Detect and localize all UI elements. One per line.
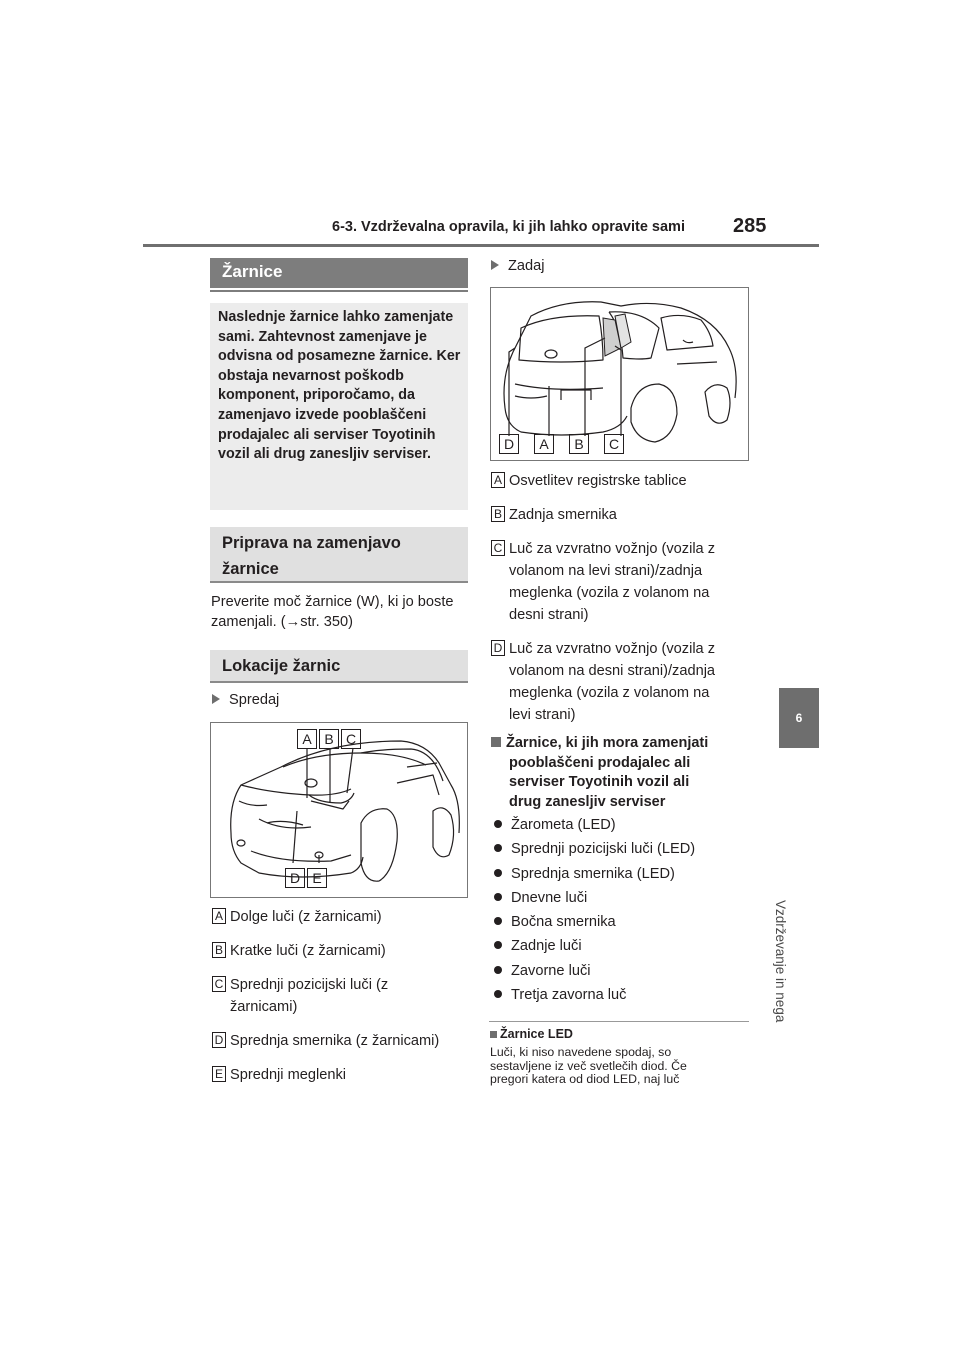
list-item-text: Zadnje luči [511, 938, 582, 955]
item-label: A [491, 472, 505, 488]
item-text-cont: desni strani) [509, 607, 589, 623]
rear-label [491, 256, 545, 276]
front-label [212, 690, 279, 710]
item-text: Dolge luči (z žarnicami) [230, 909, 382, 925]
note-body [490, 1046, 752, 1087]
item-text-cont: meglenka (vozila z volanom na [509, 685, 710, 701]
item-label: B [212, 942, 226, 958]
bullet-icon [494, 869, 502, 877]
bullet-icon [494, 820, 502, 828]
list-item-text: Sprednji pozicijski luči (LED) [511, 841, 696, 858]
note-title [490, 1027, 573, 1041]
square-bullet-icon [490, 1031, 497, 1038]
heading-preparation-line2: žarnice [222, 560, 279, 578]
list-item-text: Tretja zavorna luč [511, 987, 627, 1004]
item-label: E [212, 1066, 226, 1082]
section-title: 6-3. Vzdrževalna opravila, ki jih lahko opravite sami [332, 219, 685, 235]
item-label: D [491, 640, 505, 656]
list-item-text: Bočna smernika [511, 914, 616, 931]
list-item [212, 906, 472, 928]
dealer-heading-line: drug zanesljiv serviser [509, 793, 666, 810]
list-item [492, 886, 754, 910]
item-label: C [491, 540, 505, 556]
item-text: Sprednja smernika (z žarnicami) [230, 1033, 440, 1049]
list-item [491, 638, 753, 726]
list-item [212, 974, 472, 1018]
item-text: Kratke luči (z žarnicami) [230, 943, 386, 959]
item-text: Luč za vzvratno vožnjo (vozila z [509, 641, 716, 657]
list-item-text: Žarometa (LED) [511, 817, 616, 833]
list-item [492, 934, 754, 958]
bullet-icon [494, 990, 502, 998]
fig-label: A [534, 434, 554, 454]
bullet-icon [494, 844, 502, 852]
list-item [492, 983, 754, 1007]
list-item [492, 813, 754, 837]
item-text: Sprednji pozicijski luči (z [230, 977, 389, 993]
list-item [212, 1030, 472, 1052]
heading-locations: Lokacije žarnic [210, 650, 468, 683]
dealer-heading-line: serviser Toyotinih vozil ali [509, 774, 690, 790]
list-item [492, 862, 754, 886]
rear-label-text: Zadaj [508, 258, 545, 274]
dealer-heading-line: Žarnice, ki jih mora zamenjati [506, 735, 709, 751]
dealer-heading [491, 734, 753, 812]
item-text-cont: volanom na levi strani)/zadnja [509, 563, 703, 579]
item-label: B [491, 506, 505, 522]
front-fig-labels-top [297, 729, 365, 750]
item-label: D [212, 1032, 226, 1048]
dealer-heading-line: pooblaščeni prodajalec ali [509, 754, 691, 771]
page-number: 285 [733, 215, 767, 237]
list-item [212, 940, 472, 962]
bullet-icon [494, 917, 502, 925]
preparation-text: Preverite moč žarnice (W), ki jo boste zamenjali. (→str. 350) [211, 594, 454, 630]
intro-text: Naslednje žarnice lahko zamenjate sami. Zahtevnost zamenjave je odvisna od posamezne žarnice. Ker obstaja nevarnost poškodb komponent, priporočamo, da zamenjavo izvede pooblaščeni prodajalec ali serviser Toyotinih vozil ali drug zanesljiv serviser. [218, 309, 461, 463]
fig-label: B [569, 434, 589, 454]
item-text: Sprednji meglenki [230, 1067, 347, 1083]
list-item [492, 959, 754, 983]
fig-label: C [604, 434, 624, 454]
square-bullet-icon [491, 737, 501, 747]
rear-fig-labels [499, 434, 628, 455]
item-text: Luč za vzvratno vožnjo (vozila z [509, 541, 716, 557]
item-text-cont: levi strani) [509, 707, 576, 723]
bullet-icon [494, 941, 502, 949]
dealer-list [492, 813, 754, 1007]
list-item [491, 538, 753, 626]
list-item-text: Sprednja smernika (LED) [511, 865, 675, 882]
list-item-text: Zavorne luči [511, 962, 591, 979]
note-rule [489, 1021, 749, 1022]
rear-car-figure [490, 287, 749, 461]
fig-label: D [499, 434, 519, 454]
triangle-bullet-icon [212, 694, 220, 704]
front-car-figure [210, 722, 468, 898]
item-text: Osvetlitev registrske tablice [509, 473, 687, 489]
front-label-text: Spredaj [229, 692, 280, 708]
note-title-text: Žarnice LED [500, 1027, 573, 1041]
front-fig-labels-bottom [285, 868, 331, 889]
header-rule [143, 244, 819, 247]
front-list [212, 906, 472, 1086]
chapter-tab [779, 688, 819, 748]
list-item [212, 1064, 472, 1086]
fig-label: A [297, 729, 317, 749]
note-line: pregori katera od diod LED, naj luč [490, 1072, 680, 1086]
intro-box [210, 303, 468, 510]
heading-preparation [210, 527, 468, 583]
list-item [491, 470, 753, 492]
fig-label: C [341, 729, 361, 749]
list-item [492, 837, 754, 861]
fig-label: B [319, 729, 339, 749]
item-label: A [212, 908, 226, 924]
note-line: Luči, ki niso navedene spodaj, so [490, 1045, 672, 1059]
item-text-cont: meglenka (vozila z volanom na [509, 585, 710, 601]
note-line: sestavljene iz več svetlečih diod. Če [490, 1058, 687, 1073]
bullet-icon [494, 893, 502, 901]
item-text-cont: volanom na desni strani)/zadnja [509, 663, 716, 679]
list-item-text: Dnevne luči [511, 889, 588, 906]
list-item [492, 910, 754, 934]
item-label: C [212, 976, 226, 992]
rear-list [491, 470, 753, 726]
fig-label: D [285, 868, 305, 888]
item-text-cont: žarnicami) [230, 999, 298, 1015]
bullet-icon [494, 966, 502, 974]
list-item [491, 504, 753, 526]
item-text: Zadnja smernika [509, 507, 617, 523]
chapter-title: Vzdrževanje in nega [773, 900, 788, 1023]
chapter-number: 6 [795, 711, 803, 725]
heading-bulbs: Žarnice [210, 258, 468, 288]
triangle-bullet-icon [491, 260, 499, 270]
fig-label: E [307, 868, 327, 888]
heading-preparation-line1: Priprava na zamenjavo [222, 534, 401, 552]
